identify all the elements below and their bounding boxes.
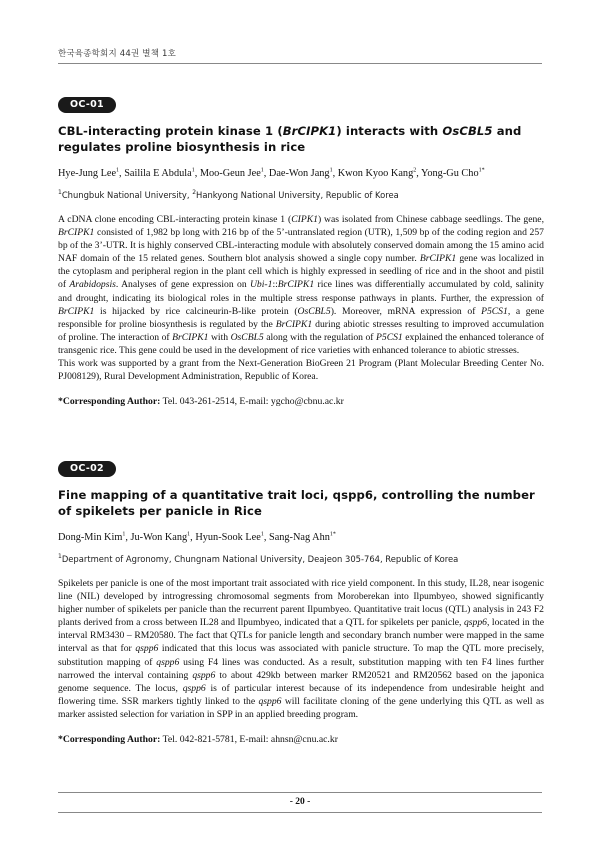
abstract-code-badge: OC-01	[58, 97, 116, 113]
abstract-title: CBL-interacting protein kinase 1 (BrCIPK1) interacts with OsCBL5 and regulates proline biosynthesis in rice	[58, 124, 522, 154]
footer-bottom-divider	[58, 812, 542, 813]
abstract-body	[58, 577, 544, 721]
abstract-paragraph: This work was supported by a grant from the Next-Generation BioGreen 21 Program (Plant Molecular Breeding Center No. PJ008129), Rural Development Administration, Republic of Korea.	[58, 358, 544, 383]
abstract-body	[58, 213, 544, 383]
abstract-oc-02	[58, 458, 544, 746]
abstract-title: Fine mapping of a quantitative trait loci, qspp6, controlling the number of spikelets per panicle in Rice	[58, 488, 535, 518]
affiliations: $^1$Department of Agronomy, Chungnam National University, Deajeon 305-764, Republic of Korea	[58, 553, 459, 564]
abstract-oc-01	[58, 94, 544, 408]
abstract-paragraph: Spikelets per panicle is one of the most important trait associated with rice yield component. In this study, IL28, near isogenic line (NIL) developed by introgressing chromosomal segments from Moroberekan into Ilpumbyeo, showed significantly higher number of spikelets per panicle than the recurrent parent Ilpumbyeo. Quantitative trait locus (QTL) analysis in 243 F2 plants derived from a cross between IL28 and Ilpumbyeo, indicated that a QTL for spikelets per panicle, qspp6, located in the interval RM3430 – RM20580. The fact that QTLs for panicle length and secondary branch number were mapped in the same interval as that for qspp6 indicated that this locus was associated with panicle structure. To map the QTL more precisely, substitution mapping of qspp6 using F4 lines was conducted. As a result, substitution mapping with ten F4 lines further narrowed the interval containing qspp6 to about 429kb between marker RM20521 and RM20562 based on the japonica genome sequence. The locus, qspp6 is of particular interest because of its independence from undesirable height and flowering time. SSR markers tightly linked to the qspp6 will facilitate cloning of the gene underlying this QTL as well as marker assisted selection for variation in SPP in an applied breeding program.	[58, 578, 544, 720]
abstract-code-badge: OC-02	[58, 461, 116, 477]
journal-header: 한국육종학회지 44권 별책 1호	[58, 49, 177, 59]
corresponding-author-label: *Corresponding Author:	[58, 396, 161, 408]
page-number: - 20 -	[289, 797, 311, 807]
corresponding-author-contact: Tel. 042-821-5781, E-mail: ahnsn@cnu.ac.kr	[160, 734, 338, 746]
corresponding-author-contact: Tel. 043-261-2514, E-mail: ygcho@cbnu.ac.kr	[160, 396, 344, 408]
abstract-paragraph: A cDNA clone encoding CBL-interacting protein kinase 1 (CIPK1) was isolated from Chinese cabbage seedlings. The gene, BrCIPK1 consisted of 1,982 bp long with 216 bp of the 5’-untranslated region (UTR), 1,509 bp of the coding region and 257 bp of the 3’-UTR. It is highly conserved CBL-interacting module with absolutely conserved domain among the 15 amino acid NAF domain of the 15 related genes. Southern blot analysis showed a single copy number. BrCIPK1 gene was localized in the cytoplasm and peripheral region in the plant cell which is highly expressed in seedling of rice and in the shoot and pistil of Arabidopsis. Analyses of gene expression on Ubi-1::BrCIPK1 rice lines was differentially accumulated by cold, salinity and drought, indicating its biological roles in the multiple stress response pathways in plants. Further, the expression of BrCIPK1 is hijacked by rice calcineurin-B-like protein (OsCBL5). Moreover, mRNA expression of P5CS1, a gene responsible for proline biosynthesis is regulated by the BrCIPK1 during abiotic stresses resulting to improved accumulation of proline. The interaction of BrCIPK1 with OsCBL5 along with the regulation of P5CS1 explained the enhanced tolerance of transgenic rice. This gene could be used in the development of rice varieties with enhanced tolerance to abiotic stresses.	[58, 214, 544, 356]
author-list: Dong-Min Kim$^1$, Ju-Won Kang$^1$, Hyun-Sook Lee$^1$, Sang-Nag Ahn$^{1*}$	[58, 531, 336, 543]
corresponding-author-label: *Corresponding Author:	[58, 734, 161, 746]
footer-divider	[58, 792, 542, 793]
corresponding-author	[58, 395, 544, 408]
affiliations: $^1$Chungbuk National University, $^2$Hankyong National University, Republic of Korea	[58, 189, 399, 200]
author-list: Hye-Jung Lee$^1$, Sailila E Abdula$^1$, Moo-Geun Jee$^1$, Dae-Won Jang$^1$, Kwon Kyoo Kang$^2$, Yong-Gu Cho$^{1*}$	[58, 167, 485, 179]
corresponding-author	[58, 733, 544, 746]
header-divider	[58, 63, 542, 64]
